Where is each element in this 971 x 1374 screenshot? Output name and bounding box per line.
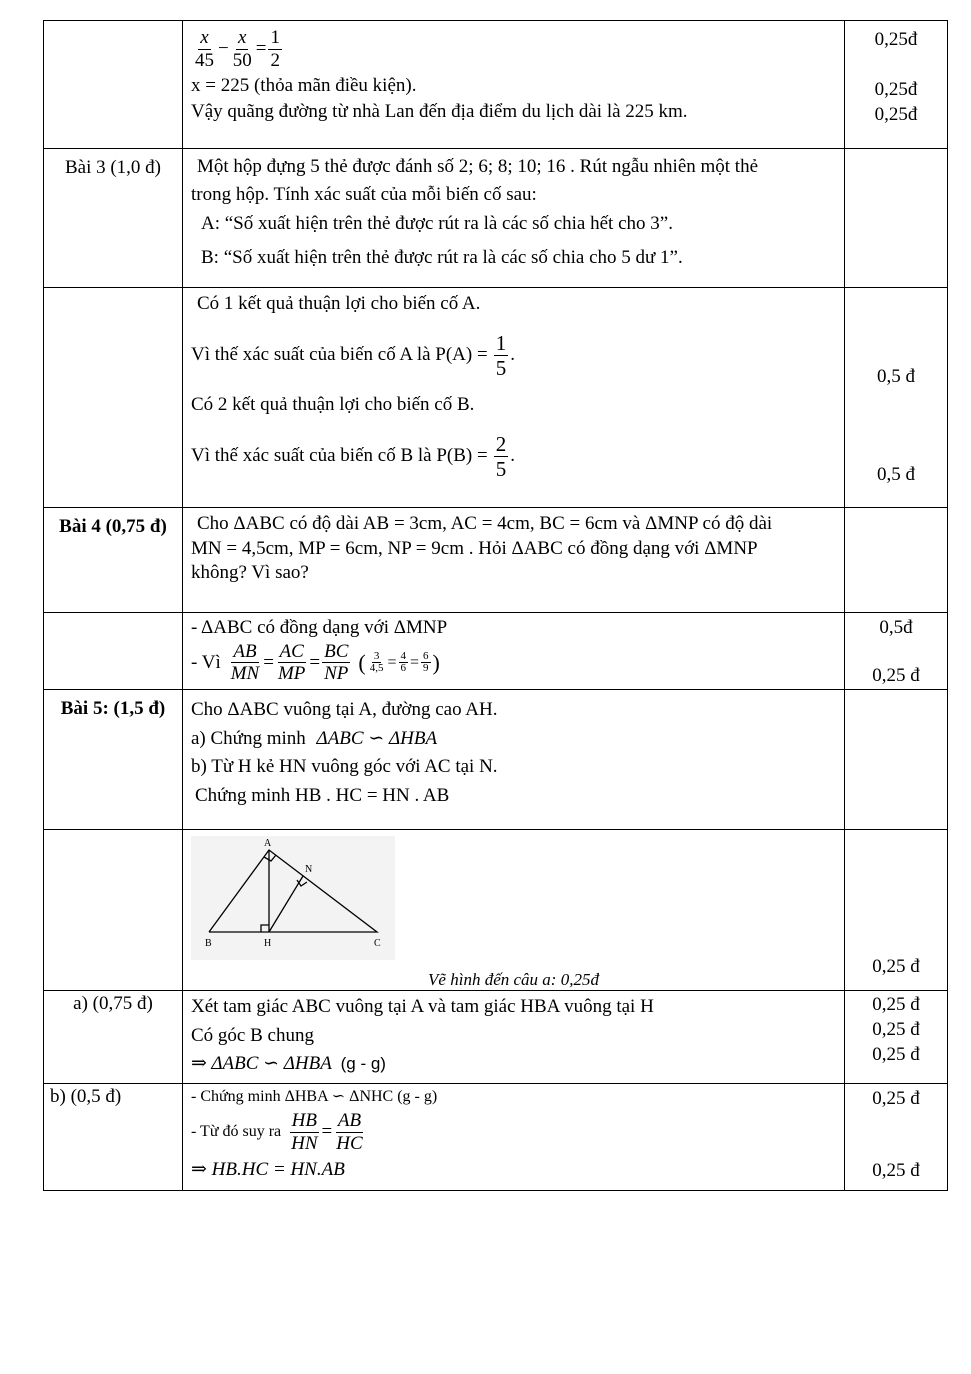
ratio-line: - Từ đó suy ra $\frac{HB}{HN}$ = $\frac{AB}{HC}$ bbox=[191, 1109, 363, 1154]
point-label-c: C bbox=[374, 938, 381, 950]
text-line: B: “Số xuất hiện trên thẻ được rút ra là các số chia cho 5 dư 1”. bbox=[201, 246, 683, 268]
label-cell bbox=[44, 613, 183, 690]
score-cell bbox=[845, 690, 948, 830]
text-line: không? Vì sao? bbox=[191, 562, 309, 584]
score: 0,25đ bbox=[874, 29, 918, 50]
content-cell bbox=[183, 991, 845, 1084]
content-cell bbox=[183, 1084, 845, 1191]
text-line: ⇒ HB.HC = HN.AB bbox=[191, 1158, 345, 1180]
fraction: $\frac{HB}{HN}$ bbox=[291, 1109, 318, 1154]
fraction: $\frac{BC}{NP}$ bbox=[324, 640, 349, 685]
point-label-n: N bbox=[305, 864, 313, 876]
table-row bbox=[44, 1084, 948, 1191]
score: 0,25 đ bbox=[872, 664, 920, 686]
question-label: a) (0,75 đ) bbox=[73, 993, 153, 1015]
text-line: Vậy quãng đường từ nhà Lan đến địa điểm du lịch dài là 225 km. bbox=[191, 100, 688, 122]
right-angle-a bbox=[264, 855, 276, 861]
text-line: MN = 4,5cm, MP = 6cm, NP = 9cm . Hỏi ΔABC có đồng dạng với ΔMNP bbox=[191, 537, 758, 559]
content-cell bbox=[183, 21, 845, 149]
fraction: $\frac{AB}{MN}$ bbox=[230, 640, 260, 685]
score-cell bbox=[845, 613, 948, 690]
text-line: b) Từ H kẻ HN vuông góc với AC tại N. bbox=[191, 756, 498, 778]
score: 0,5 đ bbox=[877, 366, 915, 387]
table-row bbox=[44, 690, 948, 830]
text-line: ⇒ ΔABC ∽ ΔHBA (g - g) bbox=[191, 1053, 386, 1075]
score: 0,25 đ bbox=[872, 1088, 920, 1110]
ratio-line: - Vì $\frac{AB}{MN}$ = $\frac{AC}{MP}$ = $\frac{BC}{NP}$ ( $\frac{3}{4,5}$ = $\frac{4}{6}$ = $\frac{6}{9}$ ) bbox=[191, 640, 440, 685]
fraction: $\frac{AC}{MP}$ bbox=[277, 640, 306, 685]
text-line: - ΔABC có đồng dạng với ΔMNP bbox=[191, 617, 448, 638]
text-line: A: “Số xuất hiện trên thẻ được rút ra là các số chia hết cho 3”. bbox=[201, 213, 673, 235]
text-line: x = 225 (thỏa mãn điều kiện). bbox=[191, 75, 417, 96]
content-cell bbox=[183, 613, 845, 690]
score-cell bbox=[845, 288, 948, 508]
fraction: $\frac{1}{5}$ bbox=[495, 330, 507, 380]
fraction: $\frac{6}{9}$ bbox=[423, 650, 429, 675]
score-cell bbox=[845, 21, 948, 149]
label-cell bbox=[44, 149, 183, 288]
text-line: Chứng minh HB . HC = HN . AB bbox=[195, 784, 450, 806]
score-cell bbox=[845, 1084, 948, 1191]
text-line: trong hộp. Tính xác suất của mỗi biến cố sau: bbox=[191, 183, 537, 205]
text-line: Xét tam giác ABC vuông tại A và tam giác HBA vuông tại H bbox=[191, 996, 654, 1018]
score: 0,25 đ bbox=[872, 956, 920, 978]
table-row bbox=[44, 830, 948, 991]
text-line: Có 1 kết quả thuận lợi cho biến cố A. bbox=[197, 293, 481, 314]
question-label: Bài 4 (0,75 đ) bbox=[59, 516, 167, 537]
question-label: b) (0,5 đ) bbox=[50, 1086, 122, 1108]
fraction: $\frac{4}{6}$ bbox=[400, 650, 406, 675]
label-cell bbox=[44, 991, 183, 1084]
label-cell bbox=[44, 508, 183, 613]
text-line: - Chứng minh ΔHBA ∽ ΔNHC (g - g) bbox=[191, 1088, 438, 1106]
equation-line: $\frac{x}{45}$ − $\frac{x}{50}$ = $\frac{1}{2}$ bbox=[195, 26, 280, 71]
content-cell bbox=[183, 690, 845, 830]
right-angle-h bbox=[261, 925, 269, 932]
figure-area bbox=[183, 830, 844, 970]
score: 0,25đ bbox=[874, 78, 918, 100]
answer-table bbox=[43, 20, 948, 1191]
table-row bbox=[44, 613, 948, 690]
content-cell bbox=[183, 288, 845, 508]
probability-line: Vì thế xác suất của biến cố B là P(B) = $\frac{2}{5}$ . bbox=[191, 431, 515, 481]
point-label-a: A bbox=[264, 838, 272, 850]
fraction: $\frac{2}{5}$ bbox=[495, 431, 507, 481]
table-row bbox=[44, 288, 948, 508]
table-row bbox=[44, 991, 948, 1084]
text-line: Cho ΔABC có độ dài AB = 3cm, AC = 4cm, BC = 6cm và ΔMNP có độ dài bbox=[197, 513, 773, 534]
text-line: a) Chứng minh ΔABC ∽ ΔHBA bbox=[191, 727, 438, 749]
content-cell bbox=[183, 508, 845, 613]
question-label: Bài 5: (1,5 đ) bbox=[60, 698, 166, 720]
label-cell bbox=[44, 830, 183, 991]
fraction: $\frac{x}{45}$ bbox=[195, 26, 214, 71]
table-row bbox=[44, 508, 948, 613]
score: 0,25 đ bbox=[872, 1019, 920, 1041]
table-row bbox=[44, 21, 948, 149]
question-label: Bài 3 (1,0 đ) bbox=[64, 157, 162, 178]
score-cell bbox=[845, 830, 948, 991]
point-label-b: B bbox=[205, 938, 212, 950]
score: 0,25 đ bbox=[872, 994, 920, 1016]
probability-line: Vì thế xác suất của biến cố A là P(A) = $\frac{1}{5}$ . bbox=[191, 330, 515, 380]
content-cell bbox=[183, 830, 845, 991]
text-line: Có góc B chung bbox=[191, 1024, 314, 1046]
point-label-h: H bbox=[264, 938, 272, 950]
right-angle-n bbox=[297, 880, 307, 886]
figure-caption: Vẽ hình đến câu a: 0,25đ bbox=[428, 970, 599, 990]
score-cell bbox=[845, 991, 948, 1084]
label-cell bbox=[44, 1084, 183, 1191]
label-cell bbox=[44, 288, 183, 508]
fraction: $\frac{1}{2}$ bbox=[270, 26, 280, 71]
text-line: Cho ΔABC vuông tại A, đường cao AH. bbox=[191, 699, 498, 721]
score: 0,5 đ bbox=[877, 463, 915, 485]
fraction: $\frac{3}{4,5}$ bbox=[369, 650, 384, 675]
text-line: Có 2 kết quả thuận lợi cho biến cố B. bbox=[191, 393, 475, 415]
label-cell bbox=[44, 21, 183, 149]
triangle-figure bbox=[191, 836, 395, 960]
fraction: $\frac{x}{50}$ bbox=[232, 26, 252, 71]
triangle-abc bbox=[209, 850, 377, 932]
content-cell bbox=[183, 149, 845, 288]
segment-hn bbox=[269, 876, 303, 932]
text-line: Một hộp đựng 5 thẻ được đánh số 2; 6; 8; 10; 16 . Rút ngẫu nhiên một thẻ bbox=[197, 156, 759, 177]
score: 0,5đ bbox=[879, 617, 913, 638]
table-row bbox=[44, 149, 948, 288]
fraction: $\frac{AB}{HC}$ bbox=[336, 1109, 363, 1154]
score-cell bbox=[845, 149, 948, 288]
score: 0,25đ bbox=[874, 104, 918, 126]
score-cell bbox=[845, 508, 948, 613]
score: 0,25 đ bbox=[872, 1043, 920, 1065]
score: 0,25 đ bbox=[872, 1159, 920, 1181]
label-cell bbox=[44, 690, 183, 830]
